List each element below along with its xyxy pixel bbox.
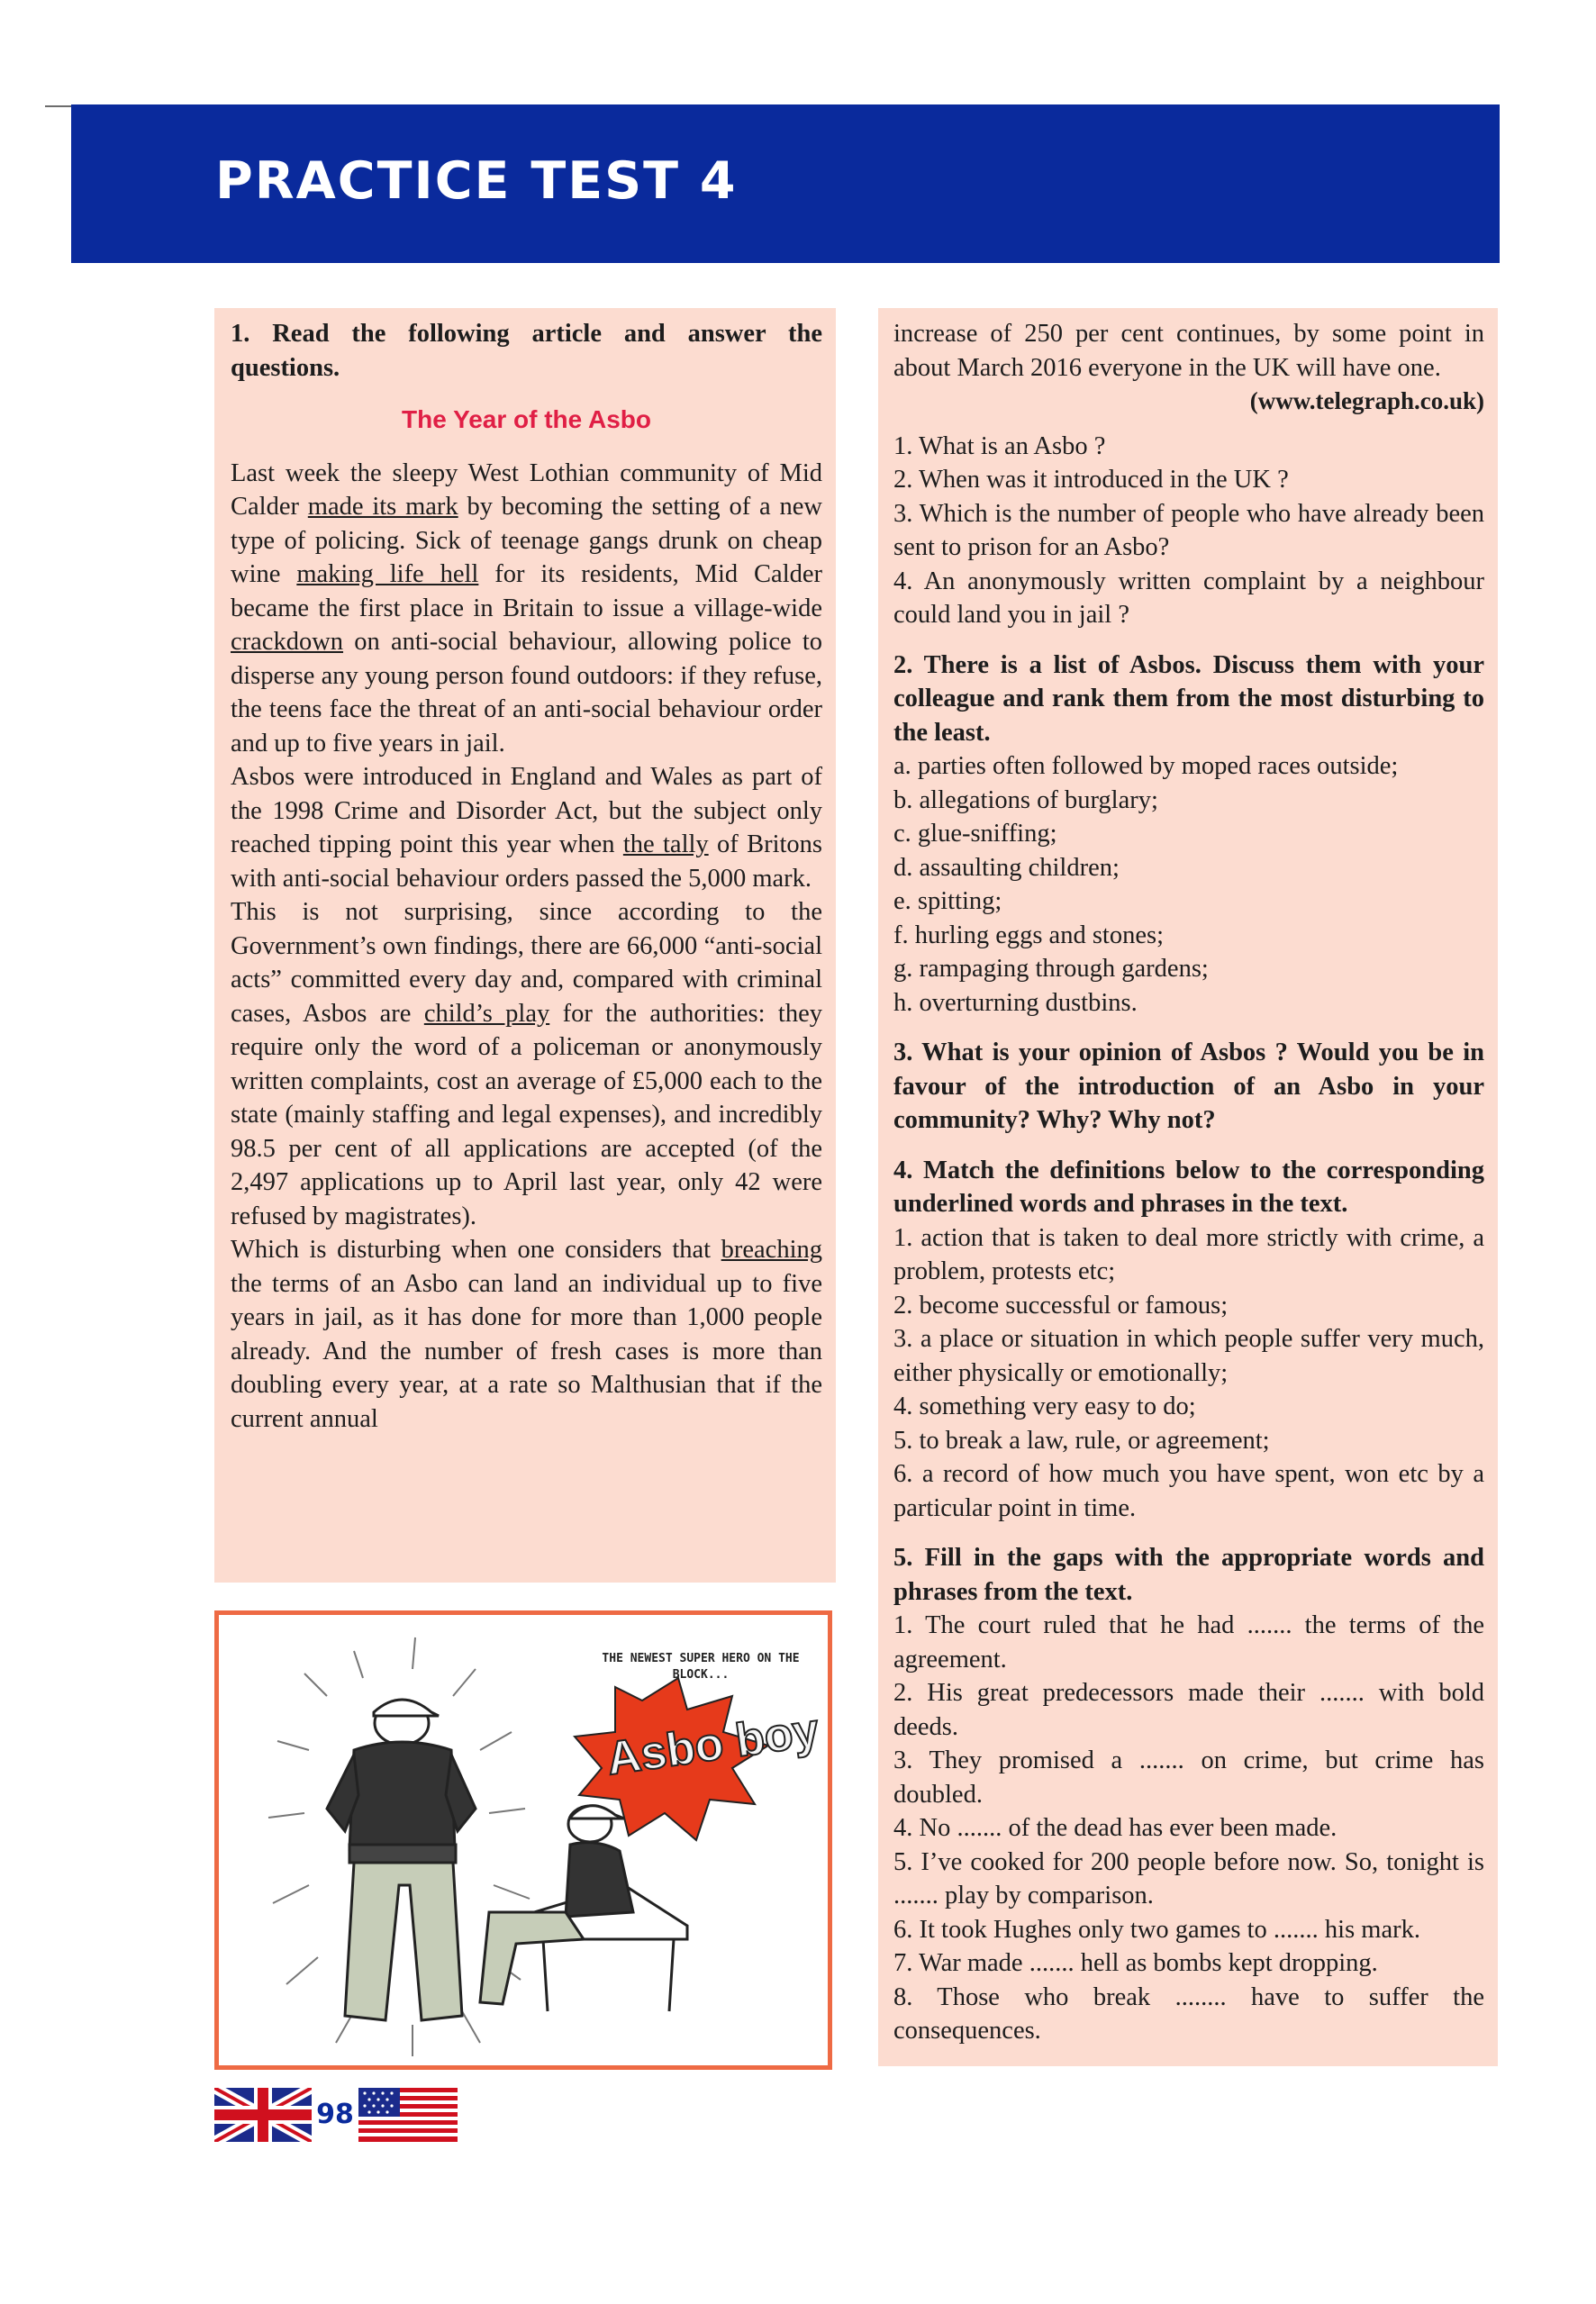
list-item: 4. something very easy to do;: [893, 1392, 1196, 1420]
list-item: 2. His great predecessors made their ....... with bold deeds.: [893, 1679, 1484, 1741]
list-item: 6. It took Hughes only two games to ....... his mark.: [893, 1915, 1420, 1944]
list-item: 3. a place or situation in which people suffer very much, either physically or emotionally;: [893, 1325, 1484, 1387]
underlined-phrase: made its mark: [307, 493, 458, 521]
standing-figure: [327, 1700, 476, 2020]
question-5-list: [893, 1609, 1484, 2048]
right-column: [878, 308, 1498, 2066]
underlined-phrase: crackdown: [231, 628, 344, 656]
list-item: b. allegations of burglary;: [893, 785, 1158, 814]
question-5-heading: 5. Fill in the gaps with the appropriate words and phrases from the text.: [893, 1544, 1484, 1606]
question-2-list: [893, 749, 1484, 1020]
list-item: a. parties often followed by moped races outside;: [893, 752, 1399, 780]
page-number: 98: [312, 2088, 358, 2142]
underlined-phrase: breaching: [721, 1236, 822, 1264]
question-1-heading: 1. Read the following article and answer the questions.: [231, 320, 822, 382]
uk-flag-icon: [214, 2088, 312, 2142]
list-item: 4. No ....... of the dead has ever been made.: [893, 1814, 1338, 1842]
list-item: 3. They promised a ....... on crime, but crime has doubled.: [893, 1746, 1484, 1809]
list-item: h. overturning dustbins.: [893, 988, 1138, 1017]
left-column: [214, 308, 836, 1583]
list-item: 5. I’ve cooked for 200 people before now. So, tonight is ....... play by comparison.: [893, 1847, 1484, 1909]
cartoon-illustration: [214, 1610, 832, 2070]
article-paragraph-2: Asbos were introduced in England and Wales as part of the 1998 Crime and Disorder Act, but the subject only reached tipping point this year when the tally of Britons with anti-social behaviour orders passed the 5,000 mark.: [231, 763, 822, 893]
article-paragraph-4: Which is disturbing when one considers that breaching the terms of an Asbo can land an individual up to five years in jail, as it has done for more than 1,000 people already. And the number of fresh cases is more than doubling every year, at a rate so Malthusian that if the current annual: [231, 1236, 822, 1433]
cartoon-burst-text: Asbo boy: [603, 1703, 822, 1786]
question-3-heading: 3. What is your opinion of Asbos ? Would you be in favour of the introduction of an Asbo in your community? Why? Why not?: [893, 1039, 1484, 1134]
sitting-figure: [480, 1806, 687, 2011]
title-banner: [71, 104, 1500, 263]
page-title: PRACTICE TEST 4: [215, 151, 738, 211]
page-footer: [214, 2088, 458, 2142]
top-rule: [45, 105, 72, 107]
list-item: g. rampaging through gardens;: [893, 955, 1209, 983]
list-item: 6. a record of how much you have spent, won etc by a particular point in time.: [893, 1460, 1484, 1522]
list-item: 1. What is an Asbo ?: [893, 431, 1106, 460]
list-item: d. assaulting children;: [893, 853, 1120, 882]
cartoon-caption: THE NEWEST SUPER HERO ON THE BLOCK...: [602, 1652, 800, 1682]
underlined-phrase: the tally: [622, 830, 709, 858]
underlined-phrase: child’s play: [423, 999, 550, 1028]
list-item: c. glue-sniffing;: [893, 820, 1057, 848]
list-item: 5. to break a law, rule, or agreement;: [893, 1426, 1270, 1455]
us-flag-icon: [358, 2088, 458, 2142]
list-item: 1. action that is taken to deal more strictly with crime, a problem, protests etc;: [893, 1223, 1484, 1285]
article-paragraph-3: This is not surprising, since according to the Government’s own findings, there are 66,000 “anti-social acts” committed every day and, compared with criminal cases, Asbos are child’s play for the authorities: they require only the word of a policeman or anonymously written complaints, cost an average of £5,000 each to the state (mainly staffing and legal expenses), and incredibly 98.5 per cent of all applications are accepted (of the 2,497 applications up to April last year, only 42 were refused by magistrates).: [231, 898, 822, 1230]
list-item: 2. When was it introduced in the UK ?: [893, 466, 1289, 494]
list-item: e. spitting;: [893, 887, 1002, 915]
article-title: The Year of the Asbo: [402, 405, 651, 433]
question-4-heading: 4. Match the definitions below to the corresponding underlined words and phrases in the text.: [893, 1156, 1484, 1218]
list-item: f. hurling eggs and stones;: [893, 921, 1165, 949]
list-item: 3. Which is the number of people who have already been sent to prison for an Asbo?: [893, 499, 1484, 561]
question-4-list: [893, 1221, 1484, 1526]
article-continuation: increase of 250 per cent continues, by some point in about March 2016 everyone in the UK will have one.: [893, 320, 1484, 382]
article-paragraph-1: Last week the sleepy West Lothian community of Mid Calder made its mark by becoming the setting of a new type of policing. Sick of teenage gangs drunk on cheap wine making life hell for its residents, Mid Calder became the first place in Britain to issue a village-wide crackdown on anti-social behaviour, allowing police to disperse any young person found outdoors: if they refuse, the teens face the threat of an anti-social behaviour order and up to five years in jail.: [231, 458, 822, 757]
list-item: 4. An anonymously written complaint by a neighbour could land you in jail ?: [893, 567, 1484, 629]
list-item: 1. The court ruled that he had ....... the terms of the agreement.: [893, 1611, 1484, 1674]
underlined-phrase: making life hell: [296, 560, 479, 588]
list-item: 2. become successful or famous;: [893, 1291, 1229, 1320]
list-item: 7. War made ....... hell as bombs kept dropping.: [893, 1949, 1378, 1977]
list-item: 8. Those who break ........ have to suffer the consequences.: [893, 1982, 1484, 2045]
question-1-list: [893, 430, 1484, 632]
question-2-heading: 2. There is a list of Asbos. Discuss them with your colleague and rank them from the most disturbing to the least.: [893, 650, 1484, 747]
article-source: (www.telegraph.co.uk): [1249, 387, 1484, 414]
